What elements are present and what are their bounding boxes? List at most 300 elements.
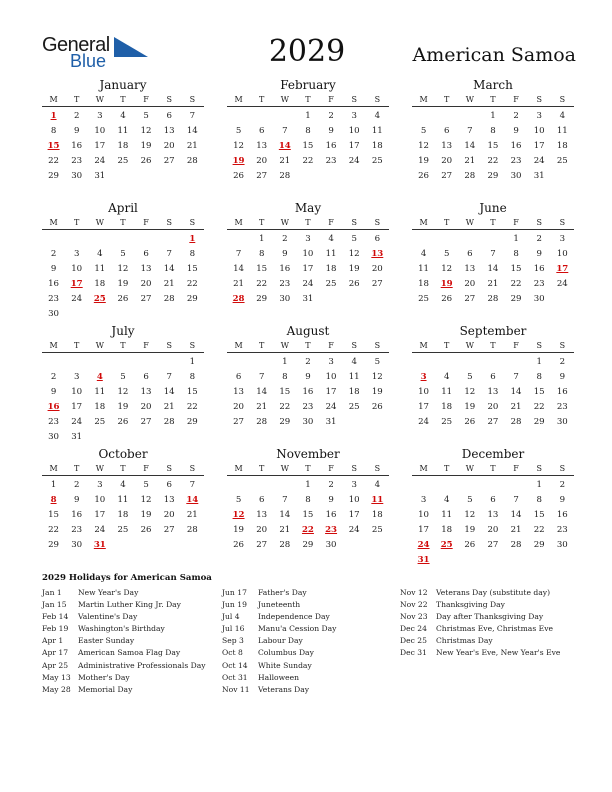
weekday-header: F xyxy=(328,95,334,104)
day-cell: 18 xyxy=(371,510,383,520)
weekday-header: W xyxy=(95,95,104,104)
weekday-header: T xyxy=(305,95,311,104)
day-cell: 16 xyxy=(533,264,545,274)
holiday-column xyxy=(400,587,560,660)
day-cell: 20 xyxy=(256,525,268,535)
day-cell: 31 xyxy=(533,171,545,181)
day-cell: 27 xyxy=(163,525,175,535)
holiday-row xyxy=(222,635,336,647)
weekday-header: F xyxy=(513,95,519,104)
day-cell: 3 xyxy=(559,234,566,244)
day-cell: 10 xyxy=(71,264,83,274)
weekday-header: S xyxy=(166,464,172,473)
day-cell: 2 xyxy=(559,357,566,367)
weekday-header: T xyxy=(74,341,80,350)
month-title: January xyxy=(99,78,147,92)
empty-day-cell xyxy=(227,355,250,370)
day-cell: 2 xyxy=(328,111,334,121)
holiday-row xyxy=(42,635,206,647)
day-cell: 6 xyxy=(166,111,172,121)
day-cell: 1 xyxy=(305,111,311,121)
holiday-name: Mother's Day xyxy=(78,672,130,682)
weekday-header: S xyxy=(189,218,196,227)
day-cell: 11 xyxy=(556,126,568,136)
day-cell: 22 xyxy=(186,402,198,412)
holiday-date: Jul 4 xyxy=(222,612,240,622)
weekday-header: S xyxy=(559,95,566,104)
day-cell: 12 xyxy=(418,141,430,151)
day-cell: 4 xyxy=(120,480,126,490)
empty-day-cell xyxy=(458,478,481,493)
day-cell: 29 xyxy=(186,417,198,427)
day-cell: 6 xyxy=(143,249,149,259)
holiday-row xyxy=(222,672,336,684)
day-cell: 28 xyxy=(163,417,175,427)
weekday-header: S xyxy=(166,95,172,104)
day-cell: 12 xyxy=(117,264,129,274)
day-cell: 15 xyxy=(510,264,522,274)
day-cell: 20 xyxy=(487,402,499,412)
day-cell: 17 xyxy=(94,141,106,151)
day-cell: 20 xyxy=(233,402,245,412)
holiday-day-cell: 31 xyxy=(417,555,430,565)
weekday-header: T xyxy=(120,218,126,227)
empty-day-cell xyxy=(111,355,134,370)
day-cell: 9 xyxy=(559,372,566,382)
empty-day-cell xyxy=(458,232,481,247)
day-cell: 14 xyxy=(233,264,245,274)
day-cell: 23 xyxy=(510,156,522,166)
day-cell: 24 xyxy=(348,156,360,166)
day-cell: 9 xyxy=(50,387,57,397)
day-cell: 21 xyxy=(464,156,476,166)
day-cell: 20 xyxy=(256,156,268,166)
day-cell: 14 xyxy=(464,141,476,151)
empty-day-cell xyxy=(435,355,458,370)
day-cell: 8 xyxy=(189,372,196,382)
day-grid xyxy=(42,476,204,553)
month-title: November xyxy=(276,447,340,461)
day-cell: 11 xyxy=(441,387,453,397)
day-cell: 3 xyxy=(351,480,357,490)
holiday-row xyxy=(400,599,560,611)
day-cell: 17 xyxy=(418,402,430,412)
day-cell: 17 xyxy=(348,510,360,520)
day-cell: 22 xyxy=(487,156,499,166)
day-cell: 8 xyxy=(282,372,288,382)
holiday-date: Nov 11 xyxy=(222,684,250,694)
empty-day-cell xyxy=(458,355,481,370)
weekday-header-row xyxy=(227,216,389,230)
day-cell: 26 xyxy=(348,279,360,289)
weekday-header: T xyxy=(490,341,496,350)
holiday-name: Columbus Day xyxy=(258,648,314,658)
day-cell: 13 xyxy=(256,510,268,520)
day-cell: 25 xyxy=(117,156,129,166)
holiday-day-cell: 17 xyxy=(556,264,569,274)
weekday-header: T xyxy=(120,341,126,350)
weekday-header: S xyxy=(559,341,566,350)
holiday-name: New Year's Day xyxy=(78,588,139,597)
day-cell: 1 xyxy=(50,480,57,490)
day-cell: 3 xyxy=(73,372,80,382)
day-cell: 30 xyxy=(71,171,83,181)
day-cell: 19 xyxy=(418,156,430,166)
holiday-date: Jul 16 xyxy=(222,624,245,634)
weekday-header: T xyxy=(490,464,496,473)
holiday-row xyxy=(42,647,206,659)
day-grid xyxy=(412,107,574,184)
weekday-header: W xyxy=(280,464,289,473)
day-cell: 2 xyxy=(328,480,334,490)
day-cell: 20 xyxy=(140,402,152,412)
weekday-header: M xyxy=(419,341,428,350)
day-cell: 9 xyxy=(282,249,288,259)
holidays-title: 2029 Holidays for American Samoa xyxy=(42,573,212,583)
weekday-header-row xyxy=(227,93,389,107)
day-cell: 11 xyxy=(371,126,383,136)
month-november xyxy=(227,447,389,553)
weekday-header: W xyxy=(95,341,104,350)
day-cell: 18 xyxy=(441,402,453,412)
day-cell: 13 xyxy=(140,387,152,397)
holiday-date: Sep 3 xyxy=(222,636,244,646)
weekday-header: T xyxy=(305,341,311,350)
day-cell: 31 xyxy=(94,171,106,181)
day-cell: 8 xyxy=(305,126,311,136)
weekday-header: S xyxy=(536,218,542,227)
day-cell: 28 xyxy=(279,171,291,181)
day-cell: 21 xyxy=(163,402,175,412)
day-cell: 19 xyxy=(348,264,360,274)
weekday-header: W xyxy=(95,218,104,227)
day-cell: 5 xyxy=(235,495,242,505)
empty-day-cell xyxy=(42,232,65,247)
day-cell: 17 xyxy=(71,402,83,412)
day-cell: 29 xyxy=(487,171,499,181)
day-cell: 30 xyxy=(325,540,337,550)
holiday-name: Valentine's Day xyxy=(78,612,138,622)
holiday-day-cell: 19 xyxy=(440,279,453,289)
holiday-day-cell: 1 xyxy=(189,234,196,244)
day-cell: 10 xyxy=(348,495,360,505)
day-cell: 30 xyxy=(510,171,522,181)
day-cell: 28 xyxy=(163,294,175,304)
weekday-header: T xyxy=(444,95,450,104)
day-cell: 7 xyxy=(258,372,265,382)
day-cell: 18 xyxy=(94,402,106,412)
weekday-header: M xyxy=(49,95,58,104)
month-title: May xyxy=(294,201,322,215)
day-cell: 19 xyxy=(371,387,383,397)
day-cell: 23 xyxy=(556,525,568,535)
day-cell: 29 xyxy=(533,417,545,427)
day-cell: 28 xyxy=(487,294,499,304)
day-cell: 27 xyxy=(256,540,268,550)
weekday-header: S xyxy=(559,218,566,227)
empty-day-cell xyxy=(481,478,504,493)
weekday-header-row xyxy=(412,339,574,353)
day-cell: 12 xyxy=(464,510,476,520)
day-cell: 18 xyxy=(441,525,453,535)
day-cell: 19 xyxy=(117,279,129,289)
day-cell: 17 xyxy=(348,141,360,151)
day-cell: 7 xyxy=(235,249,242,259)
weekday-header: S xyxy=(351,464,357,473)
holiday-name: Administrative Professionals Day xyxy=(78,660,206,670)
day-cell: 6 xyxy=(443,126,450,136)
weekday-header: T xyxy=(74,95,80,104)
day-cell: 6 xyxy=(143,372,149,382)
day-grid xyxy=(227,476,389,553)
day-cell: 8 xyxy=(50,126,57,136)
empty-day-cell xyxy=(273,109,296,124)
holiday-name: New Year's Eve, New Year's Eve xyxy=(436,648,561,658)
day-cell: 1 xyxy=(536,357,542,367)
day-cell: 21 xyxy=(279,525,291,535)
holiday-column xyxy=(42,587,206,696)
day-cell: 8 xyxy=(258,249,265,259)
holiday-day-cell: 4 xyxy=(96,372,103,382)
holiday-date: Feb 19 xyxy=(42,624,69,634)
day-cell: 5 xyxy=(467,372,473,382)
day-cell: 3 xyxy=(97,111,103,121)
day-cell: 10 xyxy=(325,372,337,382)
day-cell: 30 xyxy=(556,417,568,427)
day-cell: 18 xyxy=(117,141,129,151)
holiday-name: Manu'a Cession Day xyxy=(258,624,337,634)
day-cell: 31 xyxy=(71,432,83,442)
weekday-header-row xyxy=(42,216,204,230)
weekday-header-row xyxy=(412,93,574,107)
day-cell: 16 xyxy=(556,510,568,520)
weekday-header: T xyxy=(120,464,126,473)
weekday-header-row xyxy=(227,462,389,476)
day-cell: 5 xyxy=(467,495,473,505)
day-cell: 10 xyxy=(418,510,430,520)
weekday-header-row xyxy=(412,462,574,476)
day-cell: 23 xyxy=(279,279,291,289)
weekday-header: S xyxy=(374,218,381,227)
day-cell: 26 xyxy=(117,417,129,427)
day-cell: 20 xyxy=(163,510,175,520)
weekday-header-row xyxy=(412,216,574,230)
weekday-header: M xyxy=(49,218,58,227)
weekday-header: F xyxy=(513,464,519,473)
day-cell: 27 xyxy=(233,417,245,427)
day-cell: 6 xyxy=(467,249,473,259)
weekday-header: F xyxy=(143,464,149,473)
weekday-header: F xyxy=(143,218,149,227)
day-cell: 13 xyxy=(140,264,152,274)
day-cell: 27 xyxy=(487,417,499,427)
holiday-date: May 13 xyxy=(42,672,71,682)
day-cell: 1 xyxy=(282,357,288,367)
day-cell: 11 xyxy=(94,264,106,274)
day-cell: 1 xyxy=(513,234,519,244)
day-cell: 14 xyxy=(510,510,522,520)
day-cell: 28 xyxy=(186,156,198,166)
empty-day-cell xyxy=(227,232,250,247)
holiday-day-cell: 1 xyxy=(50,111,57,121)
empty-day-cell xyxy=(42,355,65,370)
day-cell: 8 xyxy=(189,249,196,259)
holiday-name: Easter Sunday xyxy=(78,636,135,646)
day-cell: 4 xyxy=(97,249,103,259)
day-cell: 28 xyxy=(510,540,522,550)
weekday-header: M xyxy=(234,341,243,350)
holiday-row xyxy=(222,599,336,611)
day-cell: 3 xyxy=(536,111,542,121)
holiday-row xyxy=(400,611,560,623)
empty-day-cell xyxy=(505,355,528,370)
holiday-day-cell: 14 xyxy=(278,141,291,151)
holiday-date: Nov 12 xyxy=(400,588,428,597)
holiday-name: Father's Day xyxy=(258,588,307,597)
day-cell: 24 xyxy=(348,525,360,535)
day-cell: 30 xyxy=(48,309,60,319)
day-cell: 3 xyxy=(305,234,311,244)
day-cell: 29 xyxy=(256,294,268,304)
empty-day-cell xyxy=(111,232,134,247)
holiday-row xyxy=(42,660,206,672)
empty-day-cell xyxy=(88,232,111,247)
day-cell: 5 xyxy=(235,126,242,136)
day-cell: 27 xyxy=(163,156,175,166)
holiday-row xyxy=(400,635,560,647)
day-cell: 3 xyxy=(420,495,427,505)
weekday-header: S xyxy=(374,464,381,473)
day-cell: 15 xyxy=(186,387,198,397)
day-cell: 7 xyxy=(166,372,172,382)
day-cell: 21 xyxy=(510,402,522,412)
day-cell: 1 xyxy=(490,111,496,121)
day-cell: 23 xyxy=(71,525,83,535)
day-cell: 1 xyxy=(258,234,265,244)
day-cell: 16 xyxy=(302,387,314,397)
day-cell: 19 xyxy=(464,402,476,412)
day-cell: 23 xyxy=(48,294,60,304)
holiday-day-cell: 11 xyxy=(371,495,384,505)
day-cell: 31 xyxy=(302,294,314,304)
weekday-header-row xyxy=(42,462,204,476)
day-cell: 24 xyxy=(302,279,314,289)
weekday-header: T xyxy=(444,464,450,473)
day-cell: 19 xyxy=(140,510,152,520)
day-cell: 22 xyxy=(302,156,314,166)
day-cell: 12 xyxy=(117,387,129,397)
day-cell: 23 xyxy=(556,402,568,412)
empty-day-cell xyxy=(435,232,458,247)
day-cell: 29 xyxy=(533,540,545,550)
day-cell: 26 xyxy=(140,525,152,535)
day-cell: 4 xyxy=(374,480,381,490)
month-february xyxy=(227,78,389,184)
weekday-header: F xyxy=(513,341,519,350)
weekday-header: W xyxy=(465,95,474,104)
month-title: August xyxy=(286,324,330,338)
day-cell: 16 xyxy=(71,510,83,520)
day-cell: 3 xyxy=(328,357,334,367)
day-cell: 17 xyxy=(325,387,337,397)
weekday-header: S xyxy=(536,95,542,104)
day-cell: 10 xyxy=(302,249,314,259)
day-cell: 13 xyxy=(233,387,245,397)
holiday-day-cell: 13 xyxy=(371,249,384,259)
day-cell: 10 xyxy=(533,126,545,136)
holiday-name: Veterans Day xyxy=(258,684,310,694)
weekday-header: S xyxy=(166,218,172,227)
holiday-day-cell: 23 xyxy=(325,525,338,535)
day-cell: 20 xyxy=(140,279,152,289)
weekday-header: S xyxy=(189,341,196,350)
holiday-row xyxy=(42,623,206,635)
day-cell: 14 xyxy=(510,387,522,397)
holiday-date: Dec 24 xyxy=(400,624,427,634)
weekday-header: M xyxy=(419,464,428,473)
day-cell: 29 xyxy=(186,294,198,304)
weekday-header: W xyxy=(280,218,289,227)
month-september xyxy=(412,324,574,430)
empty-day-cell xyxy=(435,478,458,493)
day-grid xyxy=(42,353,204,445)
weekday-header: T xyxy=(490,218,496,227)
month-title: March xyxy=(473,78,513,92)
day-cell: 12 xyxy=(441,264,453,274)
day-cell: 14 xyxy=(487,264,499,274)
day-cell: 16 xyxy=(556,387,568,397)
day-cell: 2 xyxy=(73,480,80,490)
day-cell: 12 xyxy=(348,249,360,259)
month-june xyxy=(412,201,574,307)
day-cell: 7 xyxy=(166,249,172,259)
empty-day-cell xyxy=(158,232,181,247)
day-cell: 12 xyxy=(371,372,383,382)
day-cell: 7 xyxy=(189,480,196,490)
day-grid xyxy=(412,476,574,568)
weekday-header: W xyxy=(465,341,474,350)
day-cell: 25 xyxy=(371,156,383,166)
day-cell: 13 xyxy=(163,126,175,136)
day-cell: 22 xyxy=(533,402,545,412)
holiday-date: Feb 14 xyxy=(42,612,69,622)
day-cell: 13 xyxy=(487,510,499,520)
day-cell: 15 xyxy=(186,264,198,274)
holiday-name: Labour Day xyxy=(258,636,303,646)
empty-day-cell xyxy=(65,232,88,247)
day-cell: 7 xyxy=(189,111,196,121)
day-cell: 11 xyxy=(325,249,337,259)
empty-day-cell xyxy=(158,355,181,370)
empty-day-cell xyxy=(481,232,504,247)
day-cell: 26 xyxy=(117,294,129,304)
day-cell: 18 xyxy=(556,141,568,151)
day-cell: 4 xyxy=(374,111,381,121)
day-cell: 15 xyxy=(279,387,291,397)
weekday-header: T xyxy=(259,341,265,350)
month-may xyxy=(227,201,389,307)
month-title: September xyxy=(459,324,527,338)
day-cell: 4 xyxy=(443,372,450,382)
weekday-header: W xyxy=(465,218,474,227)
day-cell: 10 xyxy=(348,126,360,136)
day-cell: 28 xyxy=(464,171,476,181)
day-cell: 9 xyxy=(328,126,334,136)
day-cell: 7 xyxy=(467,126,473,136)
logo-general-text: General xyxy=(42,34,110,56)
day-cell: 8 xyxy=(536,495,542,505)
day-cell: 4 xyxy=(420,249,427,259)
